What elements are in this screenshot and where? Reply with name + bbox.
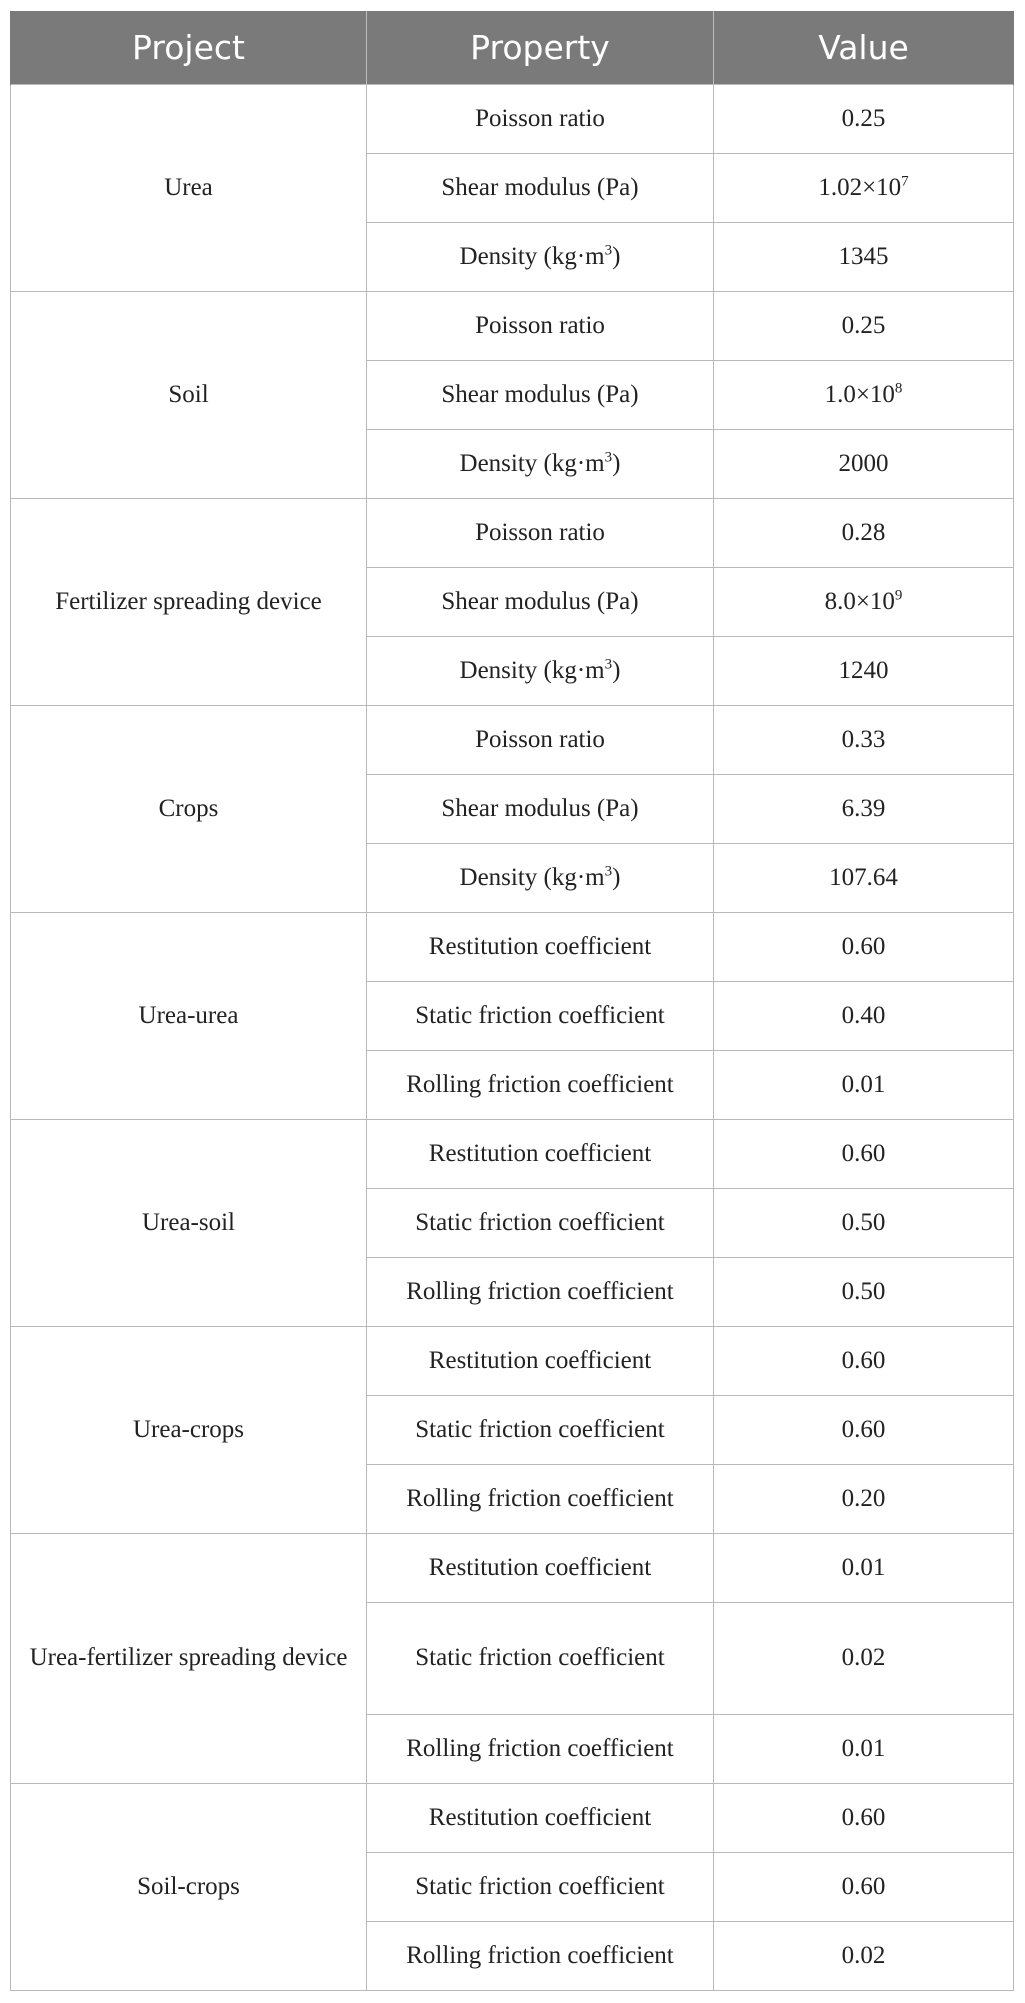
project-cell: Urea-crops [11, 1396, 367, 1465]
property-cell: Rolling friction coefficient [367, 1715, 714, 1784]
project-cell [11, 1465, 367, 1534]
value-cell [714, 1922, 1014, 1991]
project-cell: Soil [11, 361, 367, 430]
value-text: 0.60 [841, 932, 886, 960]
project-cell: Soil-crops [11, 1853, 367, 1922]
value-cell [714, 706, 1014, 775]
property-text: Density (kg·m [459, 242, 605, 270]
project-cell [11, 913, 367, 982]
property-cell: Static friction coefficient [367, 1189, 714, 1258]
material-parameters-table [10, 11, 1014, 1991]
project-cell: Urea-soil [11, 1189, 367, 1258]
project-cell [11, 1327, 367, 1396]
value-text: 0.60 [841, 1803, 886, 1831]
table-row [11, 1396, 1014, 1465]
property-cell: Poisson ratio [367, 499, 714, 568]
table-row [11, 706, 1014, 775]
value-text: 0.02 [841, 1941, 886, 1969]
property-cell [367, 637, 714, 706]
property-cell [367, 223, 714, 292]
value-text: 0.50 [841, 1208, 886, 1236]
value-text: 2000 [838, 449, 889, 477]
property-cell: Restitution coefficient [367, 1534, 714, 1603]
table-row [11, 1120, 1014, 1189]
project-cell [11, 223, 367, 292]
value-text: 0.25 [841, 104, 886, 132]
value-exponent: 9 [894, 587, 903, 604]
value-text: 0.60 [841, 1872, 886, 1900]
property-cell: Rolling friction coefficient [367, 1922, 714, 1991]
property-cell: Rolling friction coefficient [367, 1465, 714, 1534]
table-row [11, 844, 1014, 913]
property-cell: Restitution coefficient [367, 1784, 714, 1853]
value-text: 1345 [838, 242, 889, 270]
value-text: 0.01 [841, 1070, 886, 1098]
property-cell: Static friction coefficient [367, 982, 714, 1051]
value-text: 0.60 [841, 1415, 886, 1443]
value-cell [714, 1784, 1014, 1853]
project-cell: Fertilizer spreading device [11, 568, 367, 637]
property-exponent: 3 [604, 863, 613, 880]
value-text: 0.01 [841, 1734, 886, 1762]
value-text: 1240 [838, 656, 889, 684]
value-cell [714, 223, 1014, 292]
project-cell [11, 292, 367, 361]
value-cell [714, 568, 1014, 637]
value-exponent: 8 [894, 380, 903, 397]
value-cell [714, 430, 1014, 499]
project-cell [11, 1120, 367, 1189]
value-text: 0.28 [841, 518, 886, 546]
property-cell: Shear modulus (Pa) [367, 361, 714, 430]
table-row [11, 154, 1014, 223]
property-cell: Static friction coefficient [367, 1396, 714, 1465]
value-cell [714, 775, 1014, 844]
project-cell [11, 1715, 367, 1784]
value-text: 0.50 [841, 1277, 886, 1305]
value-cell [714, 913, 1014, 982]
value-text: 1.02×10 [818, 173, 902, 201]
project-cell [11, 1258, 367, 1327]
value-text: 0.25 [841, 311, 886, 339]
project-cell: Urea-fertilizer spreading device [11, 1603, 367, 1715]
value-cell [714, 1853, 1014, 1922]
property-cell: Poisson ratio [367, 292, 714, 361]
project-cell [11, 85, 367, 154]
property-exponent: 3 [604, 242, 613, 259]
property-exponent: 3 [604, 449, 613, 466]
value-cell [714, 1327, 1014, 1396]
project-cell [11, 430, 367, 499]
table-row [11, 361, 1014, 430]
value-text: 0.33 [841, 725, 886, 753]
project-cell [11, 637, 367, 706]
property-tail: ) [612, 656, 621, 684]
table-row [11, 1534, 1014, 1603]
table-row [11, 568, 1014, 637]
value-cell [714, 1051, 1014, 1120]
value-cell [714, 1189, 1014, 1258]
value-text: 0.60 [841, 1139, 886, 1167]
table-container [10, 11, 1013, 1991]
project-cell: Urea-urea [11, 982, 367, 1051]
table-row [11, 1189, 1014, 1258]
table-row [11, 1051, 1014, 1120]
property-exponent: 3 [604, 656, 613, 673]
value-exponent: 7 [901, 173, 909, 190]
value-cell [714, 154, 1014, 223]
value-cell [714, 982, 1014, 1051]
table-row [11, 1784, 1014, 1853]
table-row [11, 1258, 1014, 1327]
table-row [11, 430, 1014, 499]
table-row [11, 1715, 1014, 1784]
project-cell: Crops [11, 775, 367, 844]
property-cell: Rolling friction coefficient [367, 1258, 714, 1327]
project-cell [11, 706, 367, 775]
table-row [11, 1922, 1014, 1991]
project-cell [11, 1051, 367, 1120]
property-cell: Poisson ratio [367, 706, 714, 775]
property-cell: Shear modulus (Pa) [367, 775, 714, 844]
table-row [11, 1603, 1014, 1715]
property-tail: ) [612, 242, 621, 270]
value-cell [714, 1120, 1014, 1189]
table-row [11, 1853, 1014, 1922]
value-cell [714, 361, 1014, 430]
property-cell [367, 844, 714, 913]
value-cell [714, 85, 1014, 154]
value-text: 8.0×10 [824, 587, 895, 615]
property-tail: ) [612, 863, 621, 891]
property-text: Density (kg·m [459, 863, 605, 891]
project-cell [11, 1534, 367, 1603]
property-cell: Restitution coefficient [367, 1120, 714, 1189]
table-row [11, 775, 1014, 844]
property-tail: ) [612, 449, 621, 477]
value-cell [714, 1534, 1014, 1603]
table-header [11, 11, 1014, 85]
value-text: 0.60 [841, 1346, 886, 1374]
header-value: Value [714, 11, 1014, 85]
table-row [11, 982, 1014, 1051]
table-row [11, 499, 1014, 568]
property-cell: Shear modulus (Pa) [367, 568, 714, 637]
table-row [11, 1465, 1014, 1534]
property-text: Density (kg·m [459, 656, 605, 684]
project-cell [11, 1922, 367, 1991]
table-row [11, 1327, 1014, 1396]
value-text: 0.02 [841, 1644, 886, 1672]
property-cell: Poisson ratio [367, 85, 714, 154]
table-row [11, 85, 1014, 154]
value-cell [714, 1603, 1014, 1715]
property-cell: Shear modulus (Pa) [367, 154, 714, 223]
value-cell [714, 292, 1014, 361]
value-text: 0.20 [841, 1484, 886, 1512]
property-cell: Restitution coefficient [367, 1327, 714, 1396]
project-cell [11, 844, 367, 913]
property-cell: Static friction coefficient [367, 1853, 714, 1922]
value-cell [714, 499, 1014, 568]
value-text: 0.40 [841, 1001, 886, 1029]
table-row [11, 913, 1014, 982]
value-text: 0.01 [841, 1553, 886, 1581]
table-row [11, 292, 1014, 361]
value-cell [714, 1715, 1014, 1784]
table-body [11, 85, 1014, 1991]
value-cell [714, 637, 1014, 706]
value-cell [714, 1465, 1014, 1534]
header-property: Property [367, 11, 714, 85]
table-row [11, 637, 1014, 706]
project-cell [11, 1784, 367, 1853]
value-cell [714, 1396, 1014, 1465]
property-cell: Restitution coefficient [367, 913, 714, 982]
project-cell: Urea [11, 154, 367, 223]
project-cell [11, 499, 367, 568]
header-row [11, 11, 1014, 85]
property-cell [367, 430, 714, 499]
value-cell [714, 844, 1014, 913]
value-text: 6.39 [841, 794, 886, 822]
property-text: Density (kg·m [459, 449, 605, 477]
value-text: 1.0×10 [824, 380, 895, 408]
value-cell [714, 1258, 1014, 1327]
table-row [11, 223, 1014, 292]
property-cell: Static friction coefficient [367, 1603, 714, 1715]
property-cell: Rolling friction coefficient [367, 1051, 714, 1120]
header-project: Project [11, 11, 367, 85]
value-text: 107.64 [829, 863, 898, 891]
